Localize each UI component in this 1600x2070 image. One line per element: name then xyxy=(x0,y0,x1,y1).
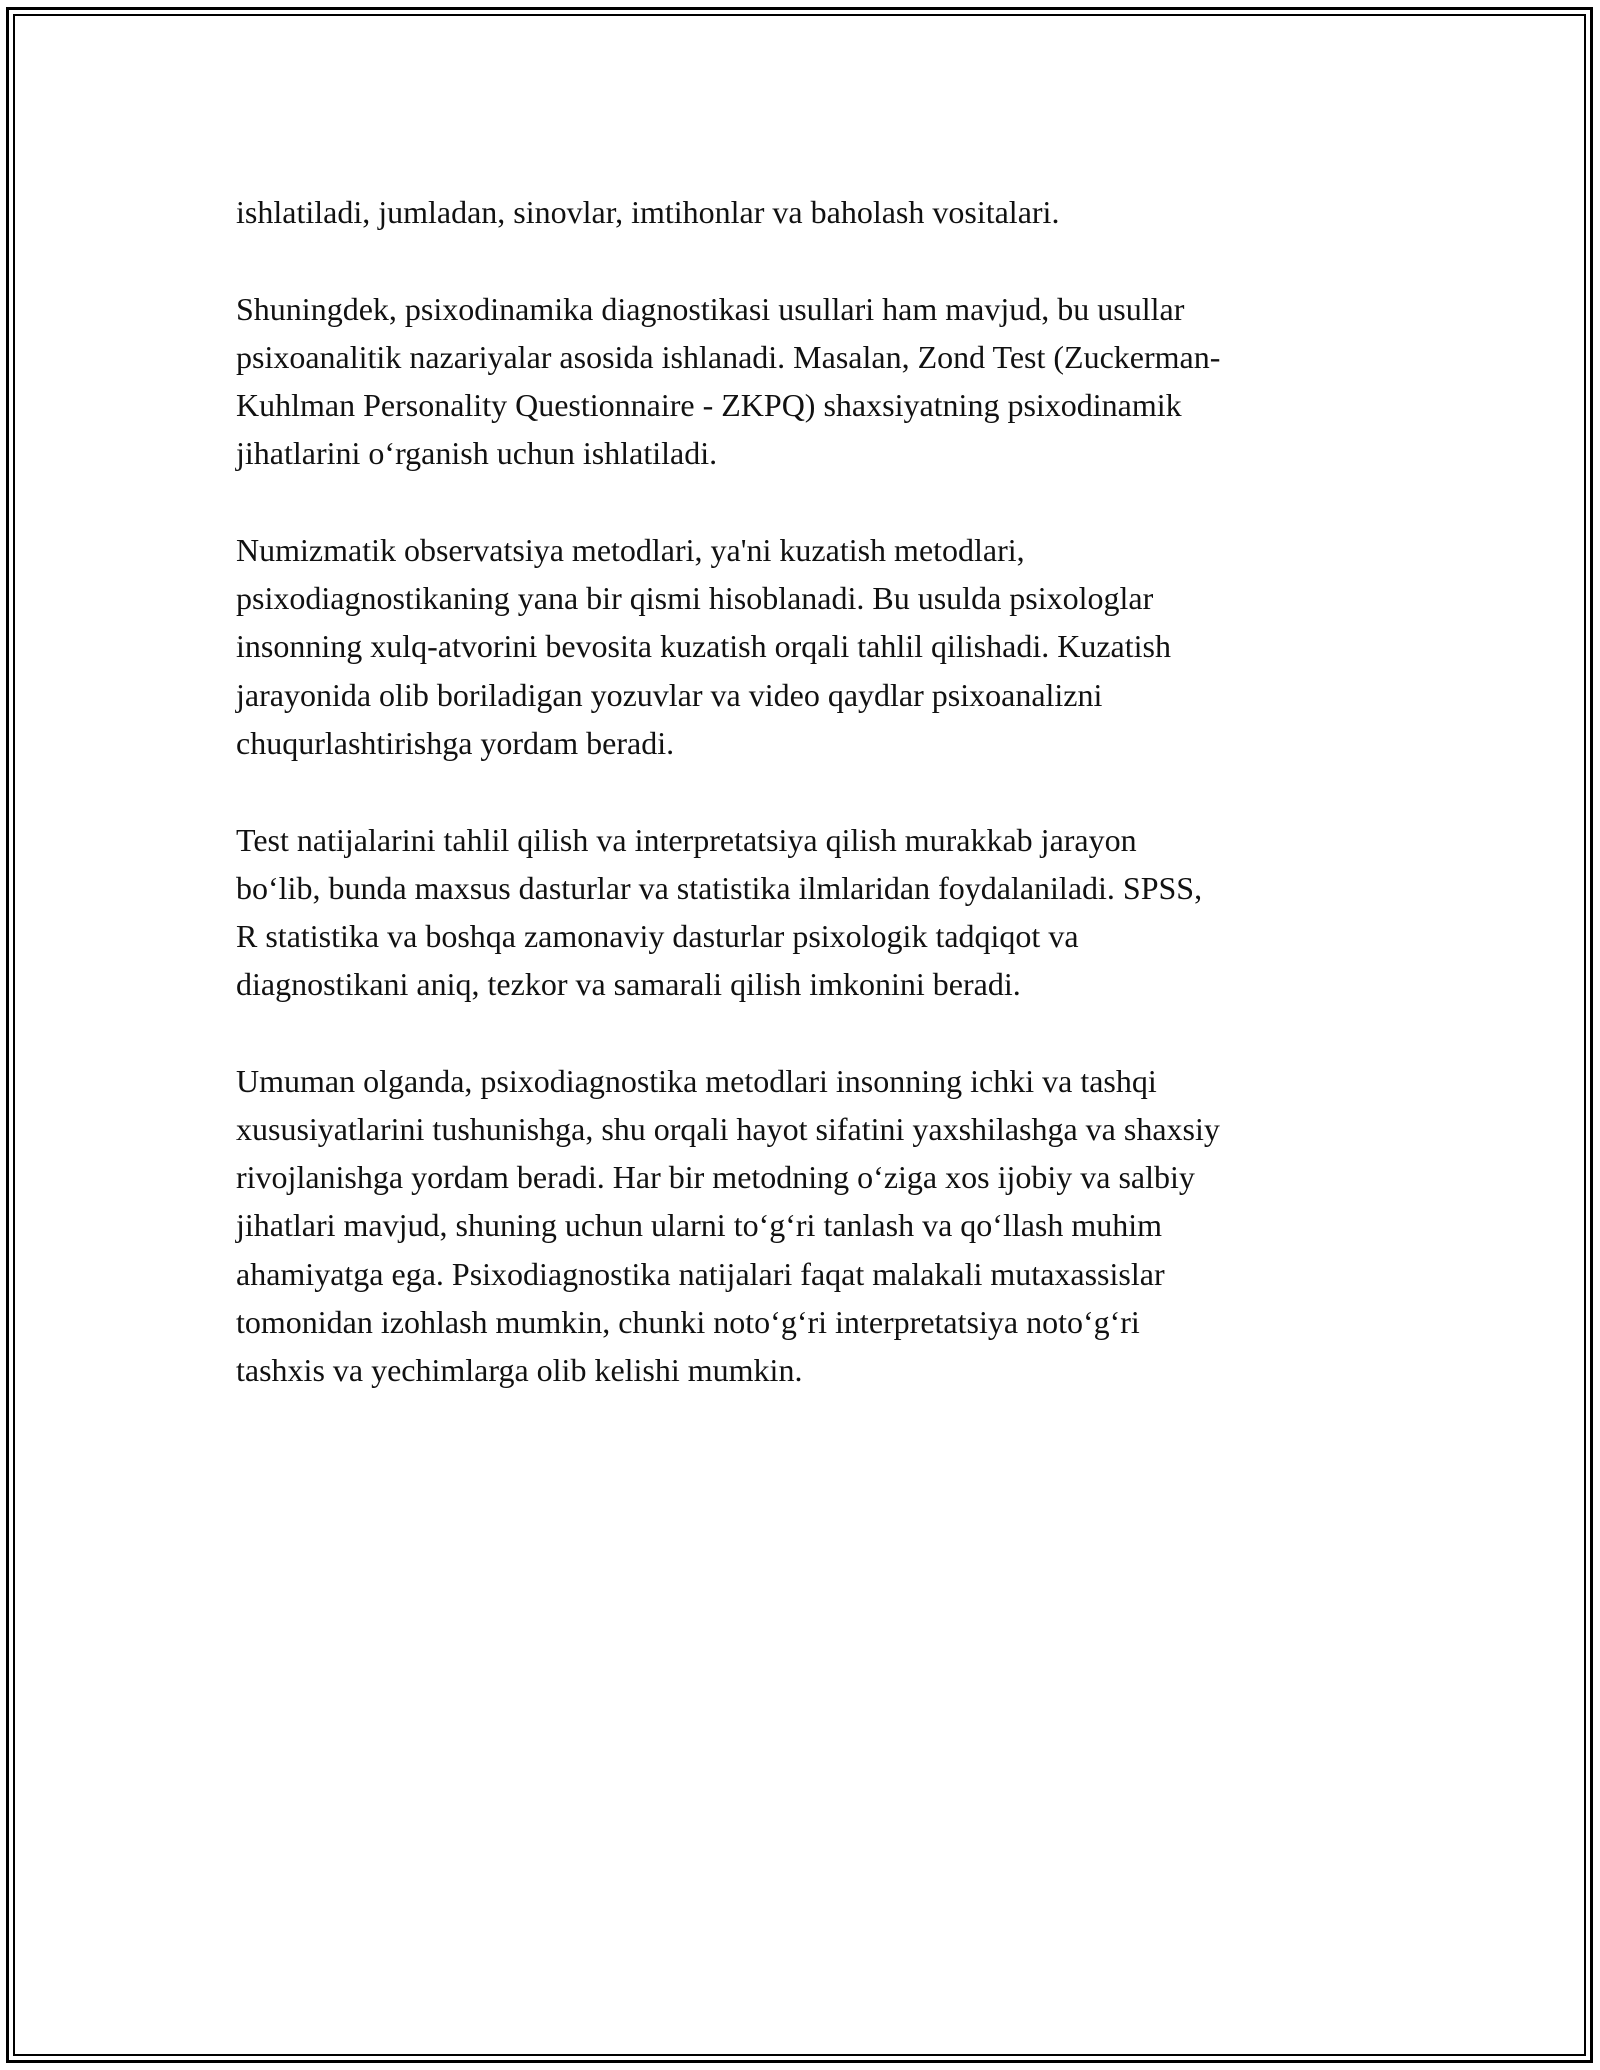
text-line: ishlatiladi, jumladan, sinovlar, imtihonlar va baholash vositalari. xyxy=(236,194,1060,230)
text-line: Numizmatik observatsiya metodlari, ya'ni kuzatish metodlari, xyxy=(236,532,1025,569)
text-line: rivojlanishga yordam beradi. Har bir metodning o‘ziga xos ijobiy va salbiy xyxy=(236,1159,1195,1196)
text-line: insonning xulq-atvorini bevosita kuzatish orqali tahlil qilishadi. Kuzatish xyxy=(236,628,1171,665)
paragraph-1 xyxy=(236,188,1386,236)
text-line: R statistika va boshqa zamonaviy dasturlar psixologik tadqiqot va xyxy=(236,917,1079,954)
text-line: bo‘lib, bunda maxsus dasturlar va statistika ilmlaridan foydalaniladi. SPSS, xyxy=(236,869,1203,906)
text-line: chuqurlashtirishga yordam beradi. xyxy=(236,724,675,761)
document-body xyxy=(236,188,1386,1443)
text-line: jihatlari mavjud, shuning uchun ularni to‘g‘ri tanlash va qo‘llash muhim xyxy=(236,1207,1163,1244)
paragraph-5 xyxy=(236,1057,1386,1394)
text-line: jihatlarini o‘rganish uchun ishlatiladi. xyxy=(236,435,718,472)
text-line: ahamiyatga ega. Psixodiagnostika natijalari faqat malakali mutaxassislar xyxy=(236,1255,1165,1292)
text-line: Umuman olganda, psixodiagnostika metodlari insonning ichki va tashqi xyxy=(236,1062,1157,1099)
text-line: Test natijalarini tahlil qilish va interpretatsiya qilish murakkab jarayon xyxy=(236,821,1137,858)
paragraph-4 xyxy=(236,816,1386,1009)
paragraph-2 xyxy=(236,285,1386,478)
text-line: jarayonida olib boriladigan yozuvlar va video qaydlar psixoanalizni xyxy=(236,676,1103,713)
text-line: tomonidan izohlash mumkin, chunki noto‘g‘ri interpretatsiya noto‘g‘ri xyxy=(236,1303,1140,1340)
text-line: diagnostikani aniq, tezkor va samarali qilish imkonini beradi. xyxy=(236,966,1021,1003)
paragraph-3 xyxy=(236,526,1386,767)
text-line: tashxis va yechimlarga olib kelishi mumkin. xyxy=(236,1352,803,1389)
text-line: Kuhlman Personality Questionnaire - ZKPQ) shaxsiyatning psixodinamik xyxy=(236,387,1182,424)
text-line: xususiyatlarini tushunishga, shu orqali hayot sifatini yaxshilashga va shaxsiy xyxy=(236,1111,1220,1148)
text-line: psixodiagnostikaning yana bir qismi hisoblanadi. Bu usulda psixologlar xyxy=(236,580,1154,617)
text-line: Shuningdek, psixodinamika diagnostikasi usullari ham mavjud, bu usullar xyxy=(236,290,1185,327)
text-line: psixoanalitik nazariyalar asosida ishlanadi. Masalan, Zond Test (Zuckerman- xyxy=(236,338,1221,375)
